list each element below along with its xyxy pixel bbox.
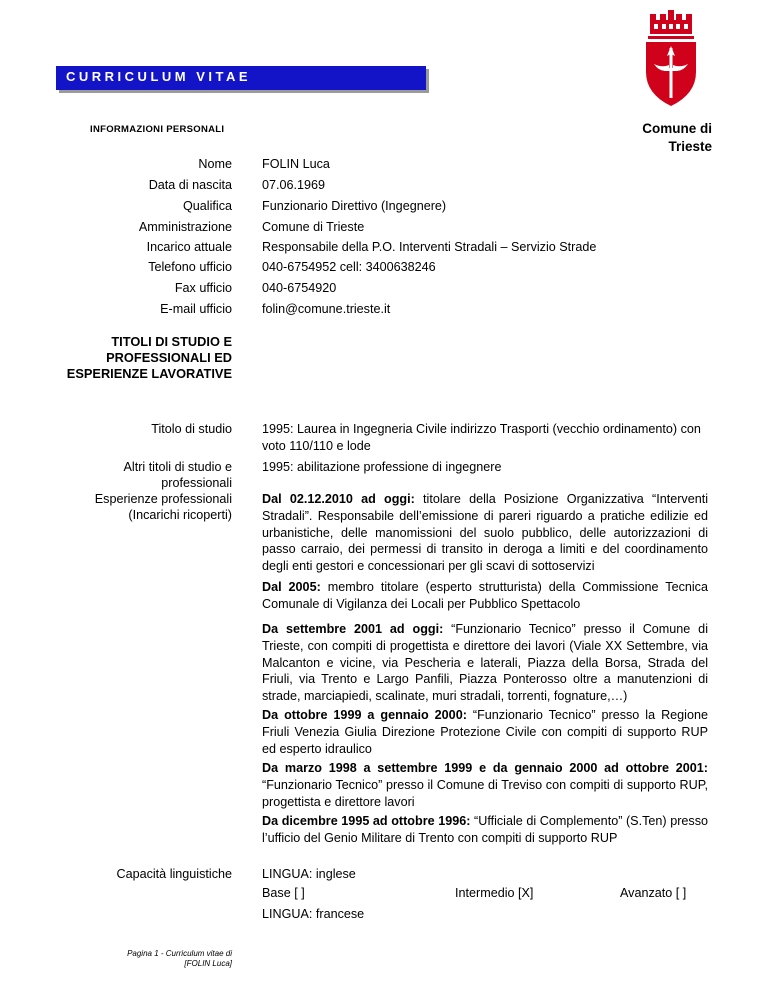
comune-line-2: Trieste: [668, 139, 712, 154]
field-value-data-nascita: 07.06.1969: [262, 178, 326, 192]
comune-di-trieste-label: [600, 120, 712, 156]
field-label-data-nascita: Data di nascita: [148, 178, 232, 192]
livello-base: Base [ ]: [262, 886, 305, 900]
titolo-studio-label: Titolo di studio: [151, 422, 232, 436]
esperienza-item: Da marzo 1998 a settembre 1999 e da gennaio 2000 ad ottobre 2001: “Funzionario Tecnico” presso il Comune di Treviso con compiti di supporto RUP, progettista e direttore lavori: [262, 761, 708, 809]
lingua-1: LINGUA: inglese: [262, 867, 356, 881]
lingue-label: Capacità linguistiche: [116, 867, 232, 881]
cv-title-banner: [56, 66, 426, 90]
lingua-2: LINGUA: francese: [262, 907, 365, 921]
field-value-telefono: 040-6754952 cell: 3400638246: [262, 260, 436, 274]
field-label-fax: Fax ufficio: [174, 281, 232, 295]
page-footer: Pagina 1 - Curriculum vitae di [FOLIN Luca]: [127, 949, 232, 968]
field-value-email: folin@comune.trieste.it: [262, 302, 391, 316]
livello-avanzato: Avanzato [ ]: [620, 886, 687, 900]
esperienza-item: Da dicembre 1995 ad ottobre 1996: “Ufficiale di Complemento” (S.Ten) presso l’ufficio del Genio Militare di Trento con compiti di supporto RUP: [262, 814, 708, 845]
field-label-incarico: Incarico attuale: [146, 240, 232, 254]
esperienze-label: Esperienze professionali (Incarichi ricoperti): [94, 492, 232, 522]
field-value-amministrazione: Comune di Trieste: [262, 220, 365, 234]
field-label-qualifica: Qualifica: [183, 199, 232, 213]
livello-intermedio: Intermedio [X]: [455, 886, 534, 900]
altri-titoli-value: 1995: abilitazione professione di ingegnere: [262, 460, 502, 474]
field-label-amministrazione: Amministrazione: [138, 220, 232, 234]
esperienza-item: Da ottobre 1999 a gennaio 2000: “Funzionario Tecnico” presso la Regione Friuli Venezia Giulia Direzione Protezione Civile con compiti di supporto RUP ed esperto idraulico: [262, 708, 708, 756]
personal-info-heading: INFORMAZIONI PERSONALI: [90, 124, 225, 135]
titoli-heading: TITOLI DI STUDIO E PROFESSIONALI ED ESPERIENZE LAVORATIVE: [66, 334, 232, 381]
esperienza-item: Dal 02.12.2010 ad oggi: titolare della Posizione Organizzativa “Interventi Stradali”. Responsabile dell’emissione di pareri riguardo a pratiche edilizie ed urbanistiche, delle manomissioni del suolo pubblico, delle autorizzazioni di passo carraio, dei permessi di transito in deroga a limiti e del coordinamento degli enti gestori e concessionari per gli scavi di sottoservizi: [262, 492, 709, 574]
esperienza-item: Da settembre 2001 ad oggi: “Funzionario Tecnico” presso il Comune di Trieste, con compiti di progettista e direttore dei lavori (Viale XX Settembre, via Malcanton e vicine, via Pescheria e laterali, Piazza della Borsa, Strada del Friuli, via Trento e Largo Panfili, Piazza Ponterosso oltre a manutenzioni di strade, marciapiedi, scalinate, muri stradali, torrenti, fognature,…): [262, 622, 708, 704]
field-value-qualifica: Funzionario Direttivo (Ingegnere): [262, 199, 447, 213]
field-label-email: E-mail ufficio: [160, 302, 232, 316]
field-label-telefono: Telefono ufficio: [148, 260, 232, 274]
field-label-nome: Nome: [198, 157, 232, 171]
altri-titoli-label: Altri titoli di studio e professionali: [123, 460, 232, 490]
field-value-incarico: Responsabile della P.O. Interventi Stradali – Servizio Strade: [262, 240, 597, 254]
trieste-crest-logo: [642, 10, 700, 108]
cv-title: CURRICULUM VITAE: [66, 69, 252, 84]
comune-line-1: Comune di: [642, 121, 712, 136]
field-value-fax: 040-6754920: [262, 281, 337, 295]
titolo-studio-value: 1995: Laurea in Ingegneria Civile indirizzo Trasporti (vecchio ordinamento) con voto 110/110 e lode: [262, 422, 701, 453]
field-value-nome: FOLIN Luca: [262, 157, 330, 171]
esperienza-item: Dal 2005: membro titolare (esperto strutturista) della Commissione Tecnica Comunale di Vigilanza dei Locali per Pubblico Spettacolo: [262, 580, 708, 611]
